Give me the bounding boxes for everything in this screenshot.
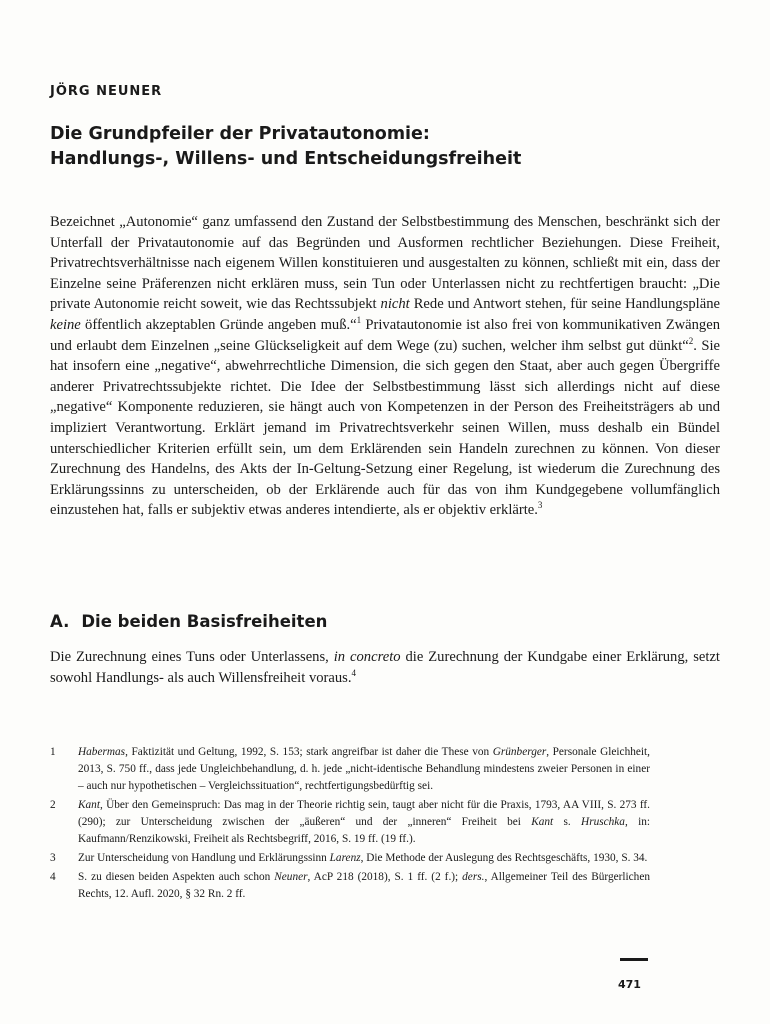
footnote-ref-4[interactable]: 4 [351,667,356,678]
footnote-body: , Über den Gemeinspruch: Das mag in der Theorie richtig sein, taugt aber nicht für die Praxis, 1793, AA VIII, S. 273 ff. (290); zur Unterscheidung zwischen der „äußeren“ und der „inneren“ Freiheit bei [78,799,650,828]
page-number: 471 [618,978,641,991]
section-heading [50,612,327,631]
footnote-number: 3 [50,852,56,864]
cited-author: Hruschka [581,816,625,828]
cited-author: Larenz [329,852,361,864]
footnote-body: , AcP 218 (2018), S. 1 ff. (2 f.); [307,871,459,883]
emphasis-in-concreto: in concreto [333,649,401,665]
footnote-text [78,797,650,848]
footnote-2 [50,797,650,848]
section-text-b: die Zurechnung der Kundgabe einer Erklärung, setzt sowohl Handlungs- als auch Willensfreiheit voraus. [50,649,720,686]
section-paragraph [50,647,720,688]
footnote-number: 4 [50,871,56,883]
footnote-1 [50,744,650,795]
intro-text-3: öffentlich akzeptablen Gründe angeben muß.“ [85,316,357,333]
author-name: JÖRG NEUNER [50,84,163,99]
footnote-ref-3[interactable]: 3 [537,500,543,511]
intro-text-2: Rede und Antwort stehen, für seine Handlungspläne [413,296,720,313]
chapter-title-line-2: Handlungs-, Willens- und Entscheidungsfreiheit [50,149,522,169]
emphasis-nicht: nicht [380,296,410,313]
footnote-text [78,869,650,903]
footnote-body: , Allgemeiner Teil des Bürgerlichen Rechts, 12. Aufl. 2020, § 32 Rn. 2 ff. [78,871,650,900]
section-title: Die beiden Basisfreiheiten [81,612,328,631]
footnote-ref-2[interactable]: 2 [688,335,694,346]
footnotes [50,744,650,905]
footnote-text [78,744,650,795]
page-number-rule [620,958,648,961]
footnote-body: Zur Unterscheidung von Handlung und Erklärungssinn [78,852,327,864]
cited-author: Kant [78,799,100,811]
footnote-number: 1 [50,746,56,758]
cited-author: ders. [462,871,485,883]
chapter-title-line-1: Die Grundpfeiler der Privatautonomie: [50,124,430,144]
cited-author: Neuner [274,871,308,883]
footnote-4 [50,869,650,903]
footnote-body: , Faktizität und Geltung, 1992, S. 153; stark angreifbar ist daher die These von [125,746,490,758]
cited-author: Grünberger [492,746,547,758]
intro-text-1: Bezeichnet „Autonomie“ ganz umfassend den Zustand der Selbstbestimmung des Menschen, beschränkt sich der Unterfall der Privatautonomie auf das Begründen und Ausformen rechtlicher Beziehungen. Diese Freiheit, Privatrechtsverhältnisse nach eigenem Willen konstituieren und ausgestalten zu können, schließt mit ein, dass der Einzelne seine Präferenzen nicht erklären muss, sein Tun oder Unterlassen nicht zu rechtfertigen braucht: „Die private Autonomie reicht soweit, wie das Rechtssubjekt [50,214,720,313]
footnote-body: , in: Kaufmann/Renzikowski, Freiheit als Rechtsbegriff, 2016, S. 19 ff. (19 ff.). [78,816,651,845]
footnote-body: s. [563,816,571,828]
chapter-title [50,122,720,172]
footnote-body: , Die Methode der Auslegung des Rechtsgeschäfts, 1930, S. 34. [360,852,648,864]
footnote-number: 2 [50,799,56,811]
cited-author: Habermas [78,746,126,758]
footnote-body: S. zu diesen beiden Aspekten auch schon [78,871,271,883]
emphasis-keine: keine [50,316,81,333]
footnote-3 [50,850,650,867]
intro-text-4: Privatautonomie ist also frei von kommunikativen Zwängen und erlaubt dem Einzelnen „seine Glückseligkeit auf dem Wege (zu) suchen, welcher ihm selbst gut dünkt“ [50,316,720,354]
section-number: A. [50,612,70,631]
section-text-a: Die Zurechnung eines Tuns oder Unterlassens, [50,649,329,665]
footnote-ref-1[interactable]: 1 [356,315,362,326]
footnote-body: , Personale Gleichheit, 2013, S. 750 ff., dass jede Ungleichbehandlung, d. h. jede „nicht-identische Behandlung mindestens zweier Personen in einer – auch nur hypothetischen – Vergleichssituation“, rechtfertigungsbedürftig sei. [78,746,650,792]
intro-text-5: . Sie hat insofern eine „negative“, abwehrrechtliche Dimension, die sich gegen den Staat, aber auch gegen Übergriffe anderer Privatrechtssubjekte richtet. Die Idee der Selbstbestimmung lässt sich allerdings nicht auf diese „negative“ Komponente reduzieren, sie hängt auch von Kompetenzen in der Person des Freiheitsträgers ab und impliziert Verantwortung. Erklärt jemand im Privatrechtsverkehr seinen Willen, muss deshalb ein Bündel unterschiedlicher Kriterien erfüllt sein, um dem Erklärenden sein Handeln zurechnen zu können. Von dieser Zurechnung des Handelns, des Akts der In-Geltung-Setzung einer Regelung, ist wiederum die Zurechnung des Erklärungssinns zu unterscheiden, ob der Erklärende auch für das von ihm Kundgegebene vollumfänglich einzustehen hat, falls er subjektiv etwas anderes intendierte, als er objektiv erklärte. [50,337,720,519]
intro-paragraph [50,212,720,521]
footnote-text [78,850,650,867]
cited-author: Kant [531,816,554,828]
